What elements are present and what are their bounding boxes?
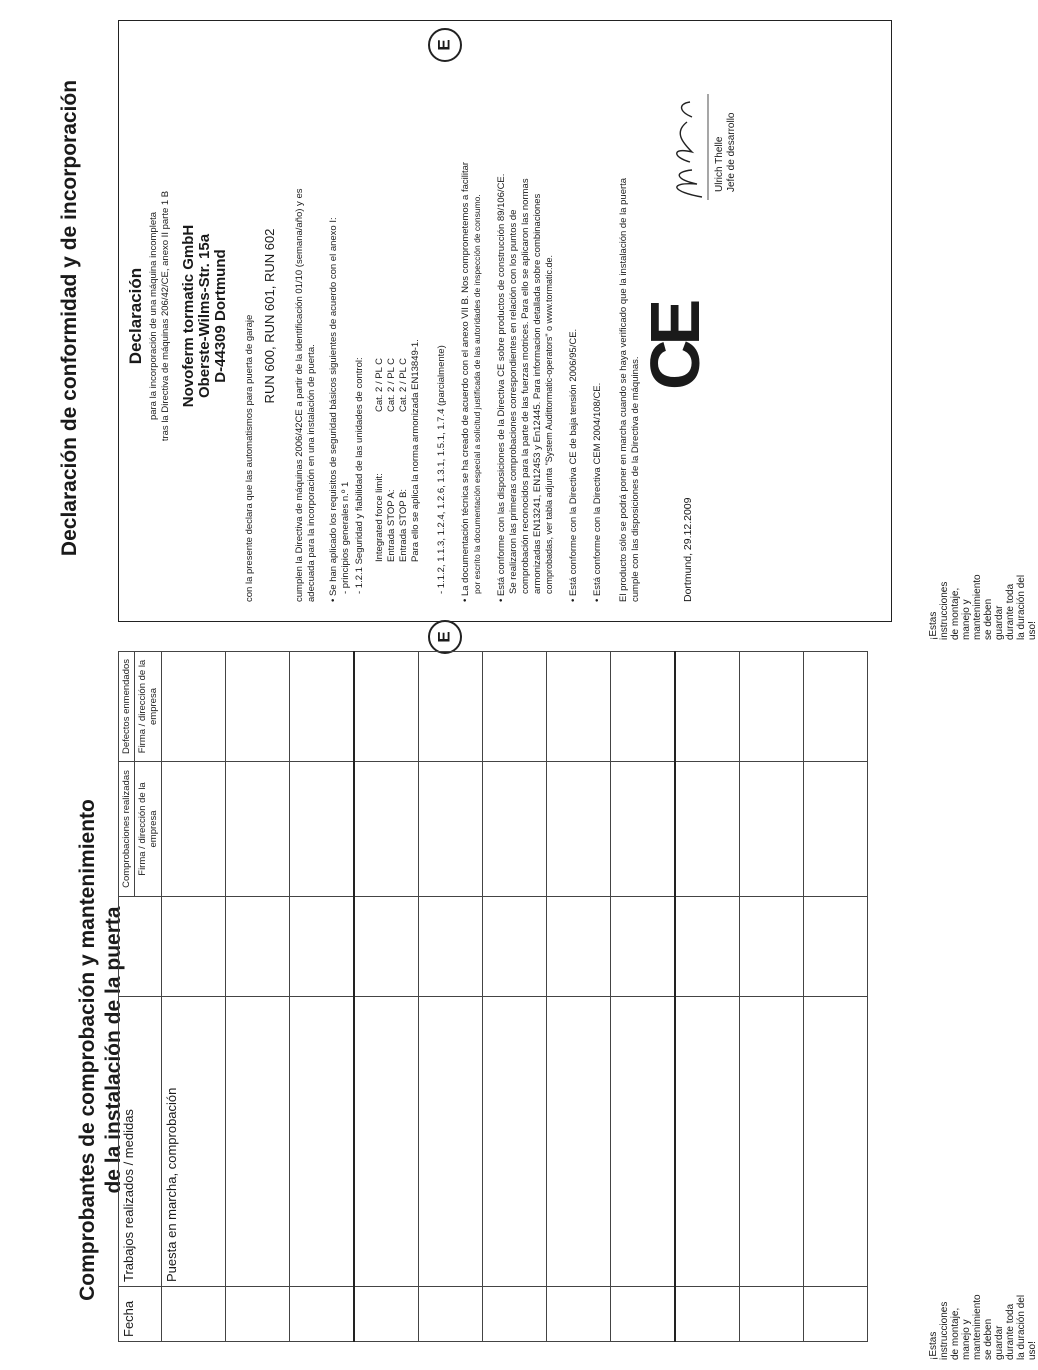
- left-title-line2: de la instalación de la puerta: [102, 906, 125, 1194]
- table-cell[interactable]: [547, 997, 611, 1287]
- norm-text: Para ello se aplica la norma armonizada EN13849-1.: [410, 339, 421, 562]
- ctrl-value-stop-a: Cat. 2 / PL C: [386, 357, 397, 412]
- language-badge-left: [428, 620, 462, 654]
- sub2: tras la Directiva de máquinas 206/42/CE, anexo II parte 1 B: [160, 190, 171, 442]
- table-cell[interactable]: [611, 652, 676, 762]
- col-trabajos: Trabajos realizados / medidas: [119, 997, 162, 1287]
- right-footer: [928, 574, 1038, 640]
- table-cell[interactable]: [226, 897, 290, 997]
- table-cell[interactable]: [804, 997, 868, 1287]
- company: Novoferm tormatic GmbH: [180, 224, 197, 408]
- table-cell[interactable]: [675, 1287, 740, 1342]
- table-cell[interactable]: [290, 1287, 355, 1342]
- techdoc-1: • La documentación técnica se ha creado de acuerdo con el anexo VII B. Nos comprometemos a facilitar: [460, 161, 471, 602]
- left-title-block: [75, 650, 125, 1350]
- table-cell[interactable]: [354, 652, 419, 762]
- left-footer-text: ¡Estas instrucciones de montaje, manejo y mantenimiento se deben guardar durante toda la duración del uso!: [928, 1294, 1038, 1360]
- street: Oberste-Wilms-Str. 15a: [196, 233, 213, 399]
- table-cell[interactable]: [226, 1287, 290, 1342]
- left-footer: [928, 1294, 1038, 1360]
- table-cell[interactable]: [483, 652, 547, 762]
- left-title-line1: Comprobantes de comprobación y mantenimiento: [76, 799, 99, 1301]
- badge-letter: E: [435, 631, 454, 643]
- table-cell[interactable]: [419, 1287, 483, 1342]
- city: D-44309 Dortmund: [212, 249, 229, 383]
- ctrl-labels: [374, 473, 410, 562]
- table-cell[interactable]: [354, 897, 419, 997]
- right-title: Declaración de conformidad y de incorporación: [58, 79, 81, 557]
- col-defectos: Defectos enmendados: [119, 652, 135, 762]
- final-2: cumple con las disposiciones de la Directiva de máquinas.: [630, 356, 641, 602]
- table-cell[interactable]: [740, 897, 804, 997]
- table-cell[interactable]: [740, 762, 804, 897]
- sections-text: - 1.1.2, 1.1.3, 1.2.4, 1.2.6, 1.3.1, 1.5.1, 1.7.4 (parcialmente): [436, 345, 447, 594]
- place-date: Dortmund, 29.12.2009: [682, 497, 694, 602]
- table-cell[interactable]: [547, 897, 611, 997]
- signature-icon: [662, 92, 712, 202]
- maintenance-table-wrapper: [118, 652, 888, 1342]
- ctrl-label-stop-b: Entrada STOP B:: [398, 488, 409, 562]
- col-empty: [119, 897, 162, 997]
- constr-4: armonizadas EN13241, EN12453 y En12445. Para informacion detallada sobre combinaciones: [532, 193, 543, 594]
- table-cell[interactable]: [547, 1287, 611, 1342]
- sub1: para la incorporación de una máquina incompleta: [148, 211, 159, 421]
- table-cell[interactable]: [162, 762, 226, 897]
- declaration-body: [122, 20, 882, 612]
- table-cell[interactable]: [740, 1287, 804, 1342]
- constr-2: Se realizaron las primeras comprobaciones correspondientes en relación con los puntos de: [508, 209, 519, 594]
- table-cell[interactable]: [162, 1287, 226, 1342]
- table-cell[interactable]: [675, 897, 740, 997]
- table-cell[interactable]: [162, 652, 226, 762]
- table-cell[interactable]: [419, 762, 483, 897]
- table-cell[interactable]: [611, 997, 676, 1287]
- complies-1: cumplen la Directiva de máquinas 2006/42CE a partir de la identificación 01/10 (semana/año) y es: [294, 188, 305, 602]
- table-cell[interactable]: [547, 652, 611, 762]
- table-cell[interactable]: [354, 762, 419, 897]
- col-comprobaciones: Comprobaciones realizadas: [119, 762, 135, 897]
- table-cell[interactable]: [611, 762, 676, 897]
- table-cell[interactable]: [290, 762, 355, 897]
- table-cell[interactable]: [804, 762, 868, 897]
- applied-1: • Se han aplicado los requisitos de seguridad básicos siguientes de acuerdo con el anexo I:: [328, 217, 339, 602]
- table-cell[interactable]: [547, 762, 611, 897]
- table-cell[interactable]: [740, 652, 804, 762]
- right-title-block: [58, 28, 82, 608]
- ctrl-values: [374, 358, 410, 412]
- signer-name: Ulrich Thelle: [714, 136, 725, 192]
- table-cell[interactable]: [290, 652, 355, 762]
- table-cell[interactable]: [804, 652, 868, 762]
- techdoc-1-text: La documentación técnica se ha creado de acuerdo con el anexo VII B. Nos comprometemos a facilitar: [460, 161, 471, 597]
- table-cell[interactable]: [290, 897, 355, 997]
- table-cell[interactable]: [611, 1287, 676, 1342]
- lowvolt-text: Está conforme con la Directiva CE de baja tensión 2006/95/CE.: [568, 328, 579, 597]
- final-1: El producto sólo se podrá poner en marcha cuando se haya verificado que la instalación de la puerta: [618, 177, 629, 602]
- declaracion-heading: Declaración: [126, 267, 145, 365]
- models: RUN 600, RUN 601, RUN 602: [262, 228, 277, 404]
- ctrl-label-force: Integrated force limit:: [374, 473, 385, 562]
- table-cell[interactable]: [226, 652, 290, 762]
- ctrl-value-force: Cat. 2 / PL C: [374, 357, 385, 412]
- col-fecha: Fecha: [119, 1287, 162, 1342]
- complies-2: adecuada para la incorporación en una instalación de puerta.: [306, 344, 317, 602]
- table-cell[interactable]: [483, 997, 547, 1287]
- table-cell[interactable]: [354, 997, 419, 1287]
- table-cell[interactable]: [290, 997, 355, 1287]
- table-cell[interactable]: [675, 762, 740, 897]
- declares-text: con la presente declara que las automatismos para puerta de garaje: [244, 314, 255, 602]
- constr-3: comprobación reconocidos para la parte de las fuerzas motrices. Para ello se aplicaron las normas: [520, 178, 531, 594]
- first-row-text[interactable]: Puesta en marcha, comprobación: [162, 997, 226, 1287]
- ctrl-label-stop-a: Entrada STOP A:: [386, 489, 397, 562]
- badge-letter: E: [435, 39, 454, 51]
- table-cell[interactable]: [162, 897, 226, 997]
- table-cell[interactable]: [354, 1287, 419, 1342]
- maintenance-table: [118, 651, 868, 1342]
- ce-mark-icon: CE: [636, 304, 714, 390]
- emc-text: Está conforme con la Directiva CEM 2004/108/CE.: [592, 382, 603, 597]
- lowvolt: • Está conforme con la Directiva CE de baja tensión 2006/95/CE.: [568, 328, 579, 602]
- table-cell[interactable]: [419, 997, 483, 1287]
- table-cell[interactable]: [611, 897, 676, 997]
- techdoc-2: por escrito la documentación especial a solicitud justificada de las autoridades de inspección de consumo.: [472, 194, 482, 594]
- table-cell[interactable]: [804, 1287, 868, 1342]
- table-cell[interactable]: [483, 897, 547, 997]
- constr-1: • Está conforme con las disposiciones de la Directiva CE sobre productos de construcción 89/106/CE.: [496, 173, 507, 602]
- constr-5: comprobadas, ver tabla adjunta "System Audittormatic-operators" o www.tormatic.de.: [544, 254, 554, 594]
- sub-firma-1: Firma / dirección de la empresa: [135, 762, 162, 897]
- table-cell[interactable]: [675, 997, 740, 1287]
- signer-role: Jefe de desarrollo: [726, 112, 737, 192]
- constr-1-text: Está conforme con las disposiciones de la Directiva CE sobre productos de construcción 89/106/CE.: [496, 173, 507, 597]
- table-cell[interactable]: [419, 652, 483, 762]
- table-cell[interactable]: [804, 897, 868, 997]
- table-cell[interactable]: [483, 1287, 547, 1342]
- table-cell[interactable]: [226, 762, 290, 897]
- emc: • Está conforme con la Directiva CEM 2004/108/CE.: [592, 382, 603, 602]
- table-cell[interactable]: [675, 652, 740, 762]
- ctrl-value-stop-b: Cat. 2 / PL C: [398, 357, 409, 412]
- table-cell[interactable]: [226, 997, 290, 1287]
- applied-2: - principios generales n.º 1: [340, 481, 351, 594]
- applied-1-text: Se han aplicado los requisitos de seguridad básicos siguientes de acuerdo con el anexo I:: [328, 217, 339, 597]
- applied-3: - 1.2.1 Seguridad y fiabilidad de las unidades de control:: [354, 357, 365, 594]
- table-cell[interactable]: [740, 997, 804, 1287]
- table-cell[interactable]: [483, 762, 547, 897]
- right-footer-text: ¡Estas instrucciones de montaje, manejo y mantenimiento se deben guardar durante toda la duración del uso!: [928, 574, 1038, 640]
- table-cell[interactable]: [419, 897, 483, 997]
- sub-firma-2: Firma / dirección de la empresa: [135, 652, 162, 762]
